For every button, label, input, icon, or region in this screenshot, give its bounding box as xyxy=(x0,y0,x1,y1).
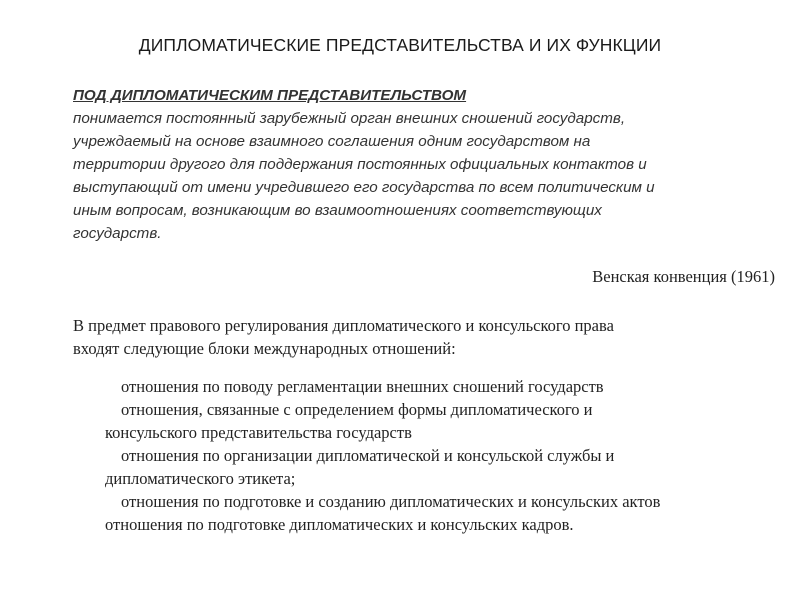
intro-line: В предмет правового регулирования дипломатического и консульского права xyxy=(73,316,614,335)
definition-line: учреждаемый на основе взаимного соглашения одним государством на xyxy=(73,133,591,150)
definition-block xyxy=(73,84,773,245)
definition-line: понимается постоянный зарубежный орган внешних сношений государств, xyxy=(73,110,626,127)
definition-line: государств. xyxy=(73,225,162,242)
list-item: отношения по поводу регламентации внешних сношений государств xyxy=(121,377,604,396)
definition-heading: ПОД ДИПЛОМАТИЧЕСКИМ ПРЕДСТАВИТЕЛЬСТВОМ xyxy=(73,87,467,104)
list-item: отношения по подготовке дипломатических и консульских кадров. xyxy=(105,515,574,534)
source-citation: Венская конвенция (1961) xyxy=(592,267,775,286)
list-item: отношения по организации дипломатической и консульской службы и xyxy=(121,446,615,465)
intro-paragraph xyxy=(73,314,783,360)
list-item: дипломатического этикета; xyxy=(105,469,296,488)
list-item: отношения, связанные с определением формы дипломатического и xyxy=(121,400,593,419)
definition-line: территории другого для поддержания постоянных официальных контактов и xyxy=(73,156,647,173)
list-item: отношения по подготовке и созданию дипломатических и консульских актов xyxy=(121,492,661,511)
definition-line: выступающий от имени учредившего его государства по всем политическим и xyxy=(73,179,655,196)
intro-line: входят следующие блоки международных отношений: xyxy=(73,339,456,358)
definition-line: иным вопросам, возникающим во взаимоотношениях соответствующих xyxy=(73,202,602,219)
list-item: консульского представительства государств xyxy=(105,423,412,442)
slide-title: ДИПЛОМАТИЧЕСКИЕ ПРЕДСТАВИТЕЛЬСТВА И ИХ ФУНКЦИИ xyxy=(138,35,662,55)
relations-list xyxy=(105,375,785,536)
